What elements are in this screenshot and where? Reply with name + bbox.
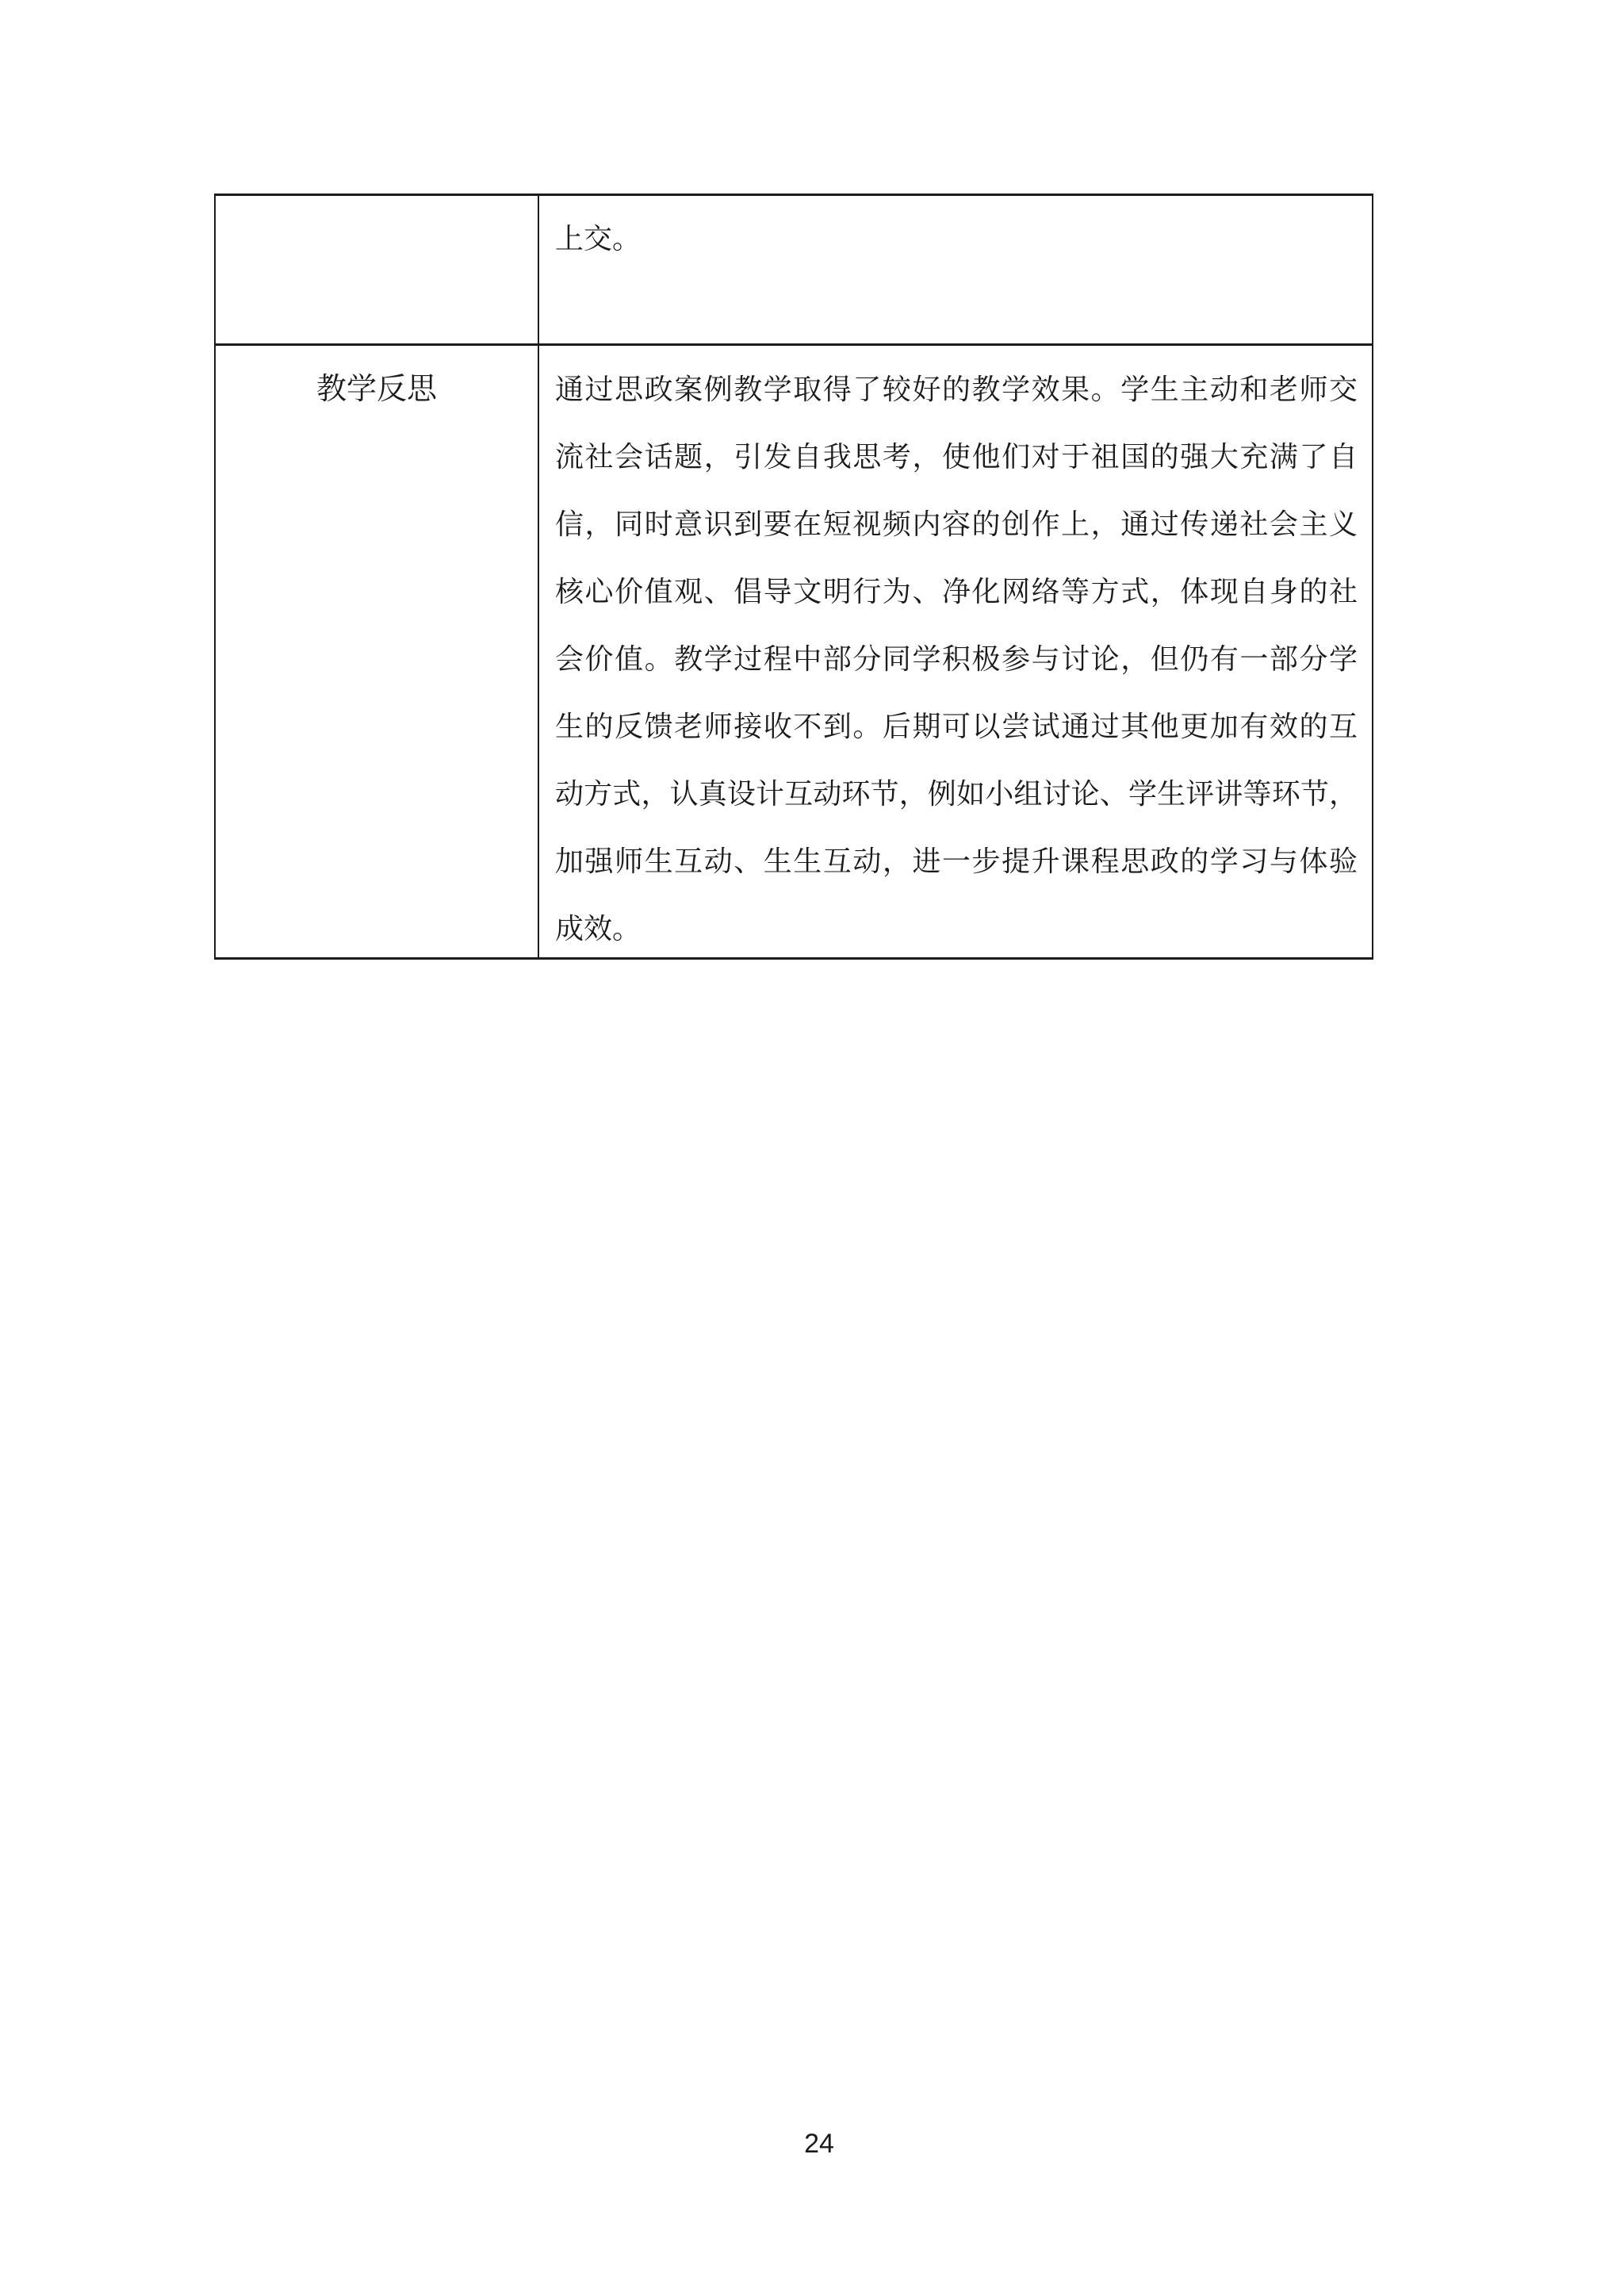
reflection-text-line: 信，同时意识到要在短视频内容的创作上，通过传递社会主义 (555, 508, 1358, 540)
reflection-text-line: 生的反馈老师接收不到。后期可以尝试通过其他更加有效的互 (555, 711, 1358, 742)
reflection-label-cell (216, 346, 539, 957)
reflection-text-line: 流社会话题，引发自我思考，使他们对于祖国的强大充满了自 (555, 441, 1358, 473)
continuation-text-cell (539, 196, 1372, 346)
reflection-text-cell (539, 346, 1372, 957)
reflection-label: 教学反思 (316, 373, 437, 406)
continuation-text-line: 上交。 (555, 223, 642, 255)
lesson-plan-table (214, 194, 1373, 960)
reflection-text-line: 加强师生互动、生生互动，进一步提升课程思政的学习与体验 (555, 845, 1358, 877)
reflection-text-line: 通过思政案例教学取得了较好的教学效果。学生主动和老师交 (555, 374, 1358, 405)
continuation-empty-cell (216, 196, 539, 346)
page-number: 24 (804, 2129, 834, 2159)
reflection-text-line: 动方式，认真设计互动环节，例如小组讨论、学生评讲等环节， (555, 778, 1358, 810)
reflection-text-line: 会价值。教学过程中部分同学积极参与讨论，但仍有一部分学 (555, 643, 1358, 675)
reflection-text-line: 成效。 (555, 913, 642, 945)
reflection-text-line: 核心价值观、倡导文明行为、净化网络等方式，体现自身的社 (555, 576, 1358, 608)
